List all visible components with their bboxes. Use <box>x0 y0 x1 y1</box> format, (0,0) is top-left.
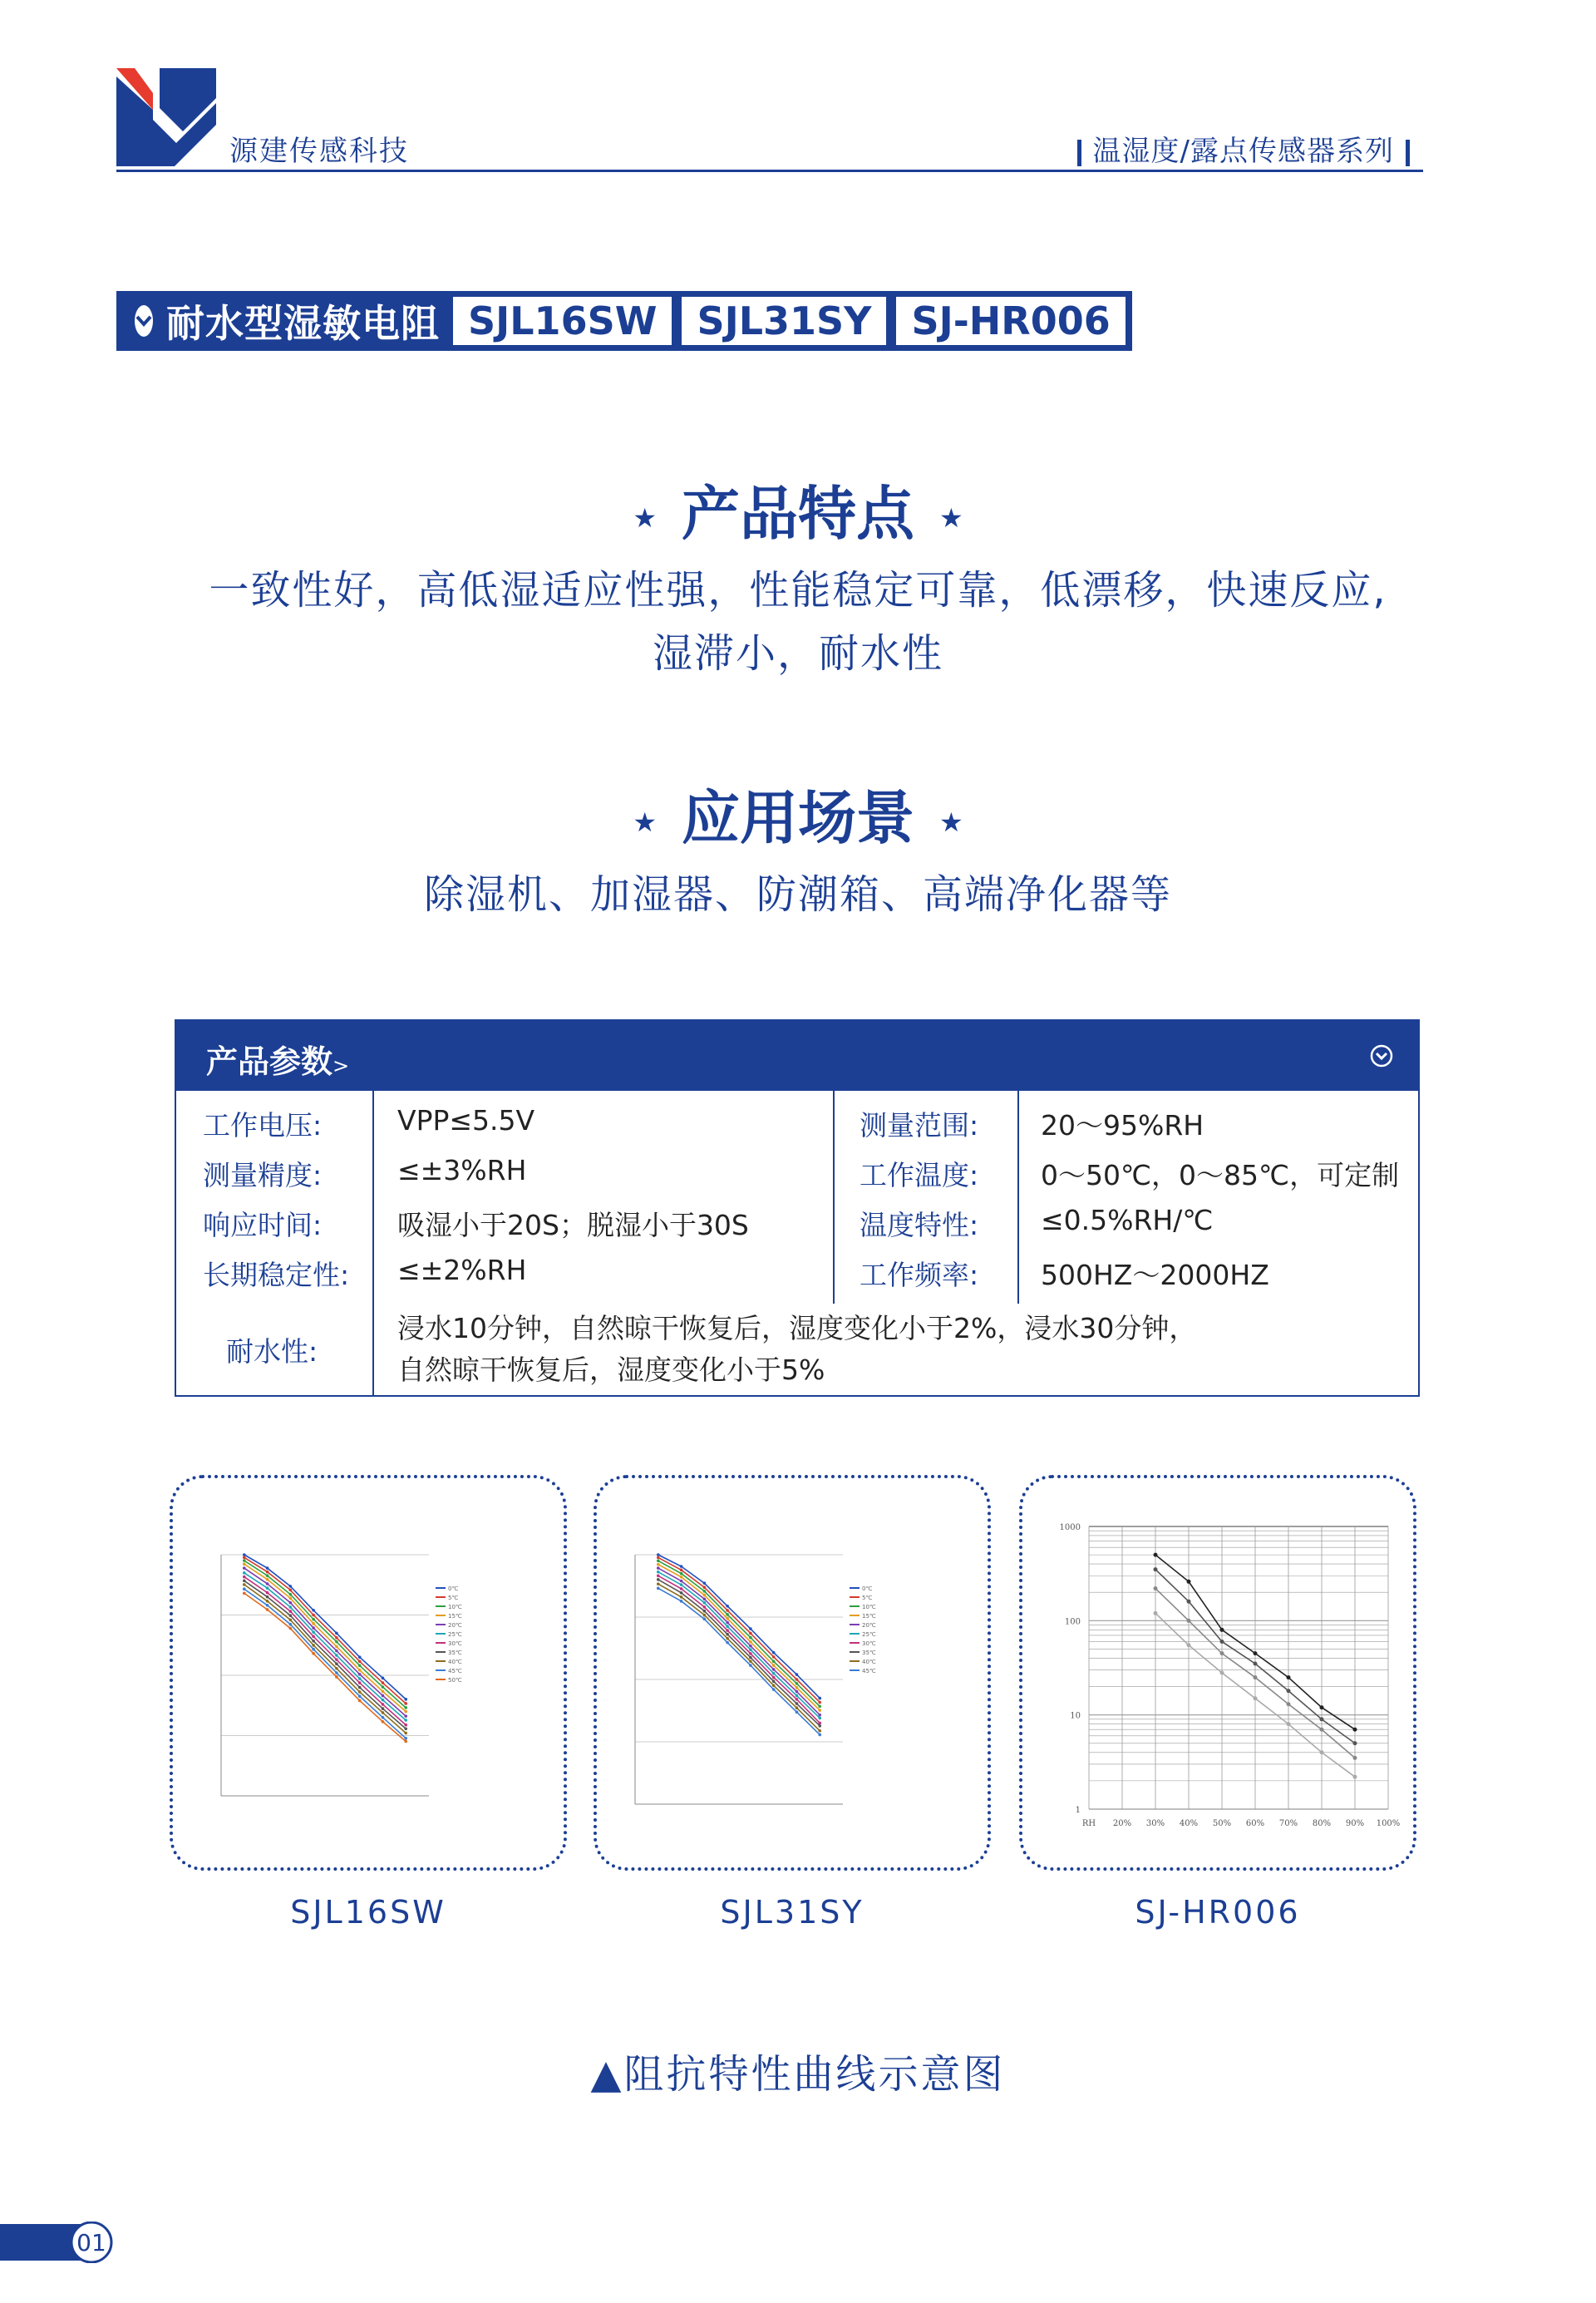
legend-label: 5℃ <box>862 1595 873 1601</box>
data-point <box>772 1651 776 1655</box>
data-point <box>335 1645 338 1649</box>
params-heading: 产品参数> <box>206 1043 350 1080</box>
data-point <box>749 1627 752 1630</box>
company-name: 源建传感科技 <box>229 135 409 168</box>
series-line <box>244 1568 406 1716</box>
chart-card-sjl31sy <box>594 1475 991 1871</box>
star-icon: ★ <box>939 806 963 838</box>
data-point <box>749 1652 752 1655</box>
data-point <box>796 1673 799 1676</box>
data-point <box>358 1694 362 1698</box>
data-point <box>703 1601 707 1605</box>
chart-sjl31sy <box>597 1478 988 1867</box>
data-point <box>726 1637 729 1640</box>
data-point <box>335 1650 338 1653</box>
legend-label: 20℃ <box>862 1622 876 1629</box>
data-point <box>1254 1696 1258 1700</box>
data-point <box>1187 1619 1191 1623</box>
data-point <box>657 1587 660 1590</box>
legend-label: 15℃ <box>448 1613 462 1620</box>
data-point <box>404 1732 407 1735</box>
data-point <box>312 1609 315 1612</box>
data-point <box>266 1591 269 1595</box>
data-point <box>358 1677 362 1680</box>
data-point <box>749 1632 752 1635</box>
series-line <box>244 1564 406 1711</box>
data-point <box>1154 1567 1158 1571</box>
data-point <box>1287 1689 1291 1693</box>
data-point <box>818 1729 821 1733</box>
data-point <box>358 1690 362 1694</box>
x-tick-label: 30% <box>1145 1819 1165 1828</box>
series-line <box>244 1577 406 1725</box>
data-point <box>266 1582 269 1585</box>
x-tick-label: 100% <box>1376 1819 1401 1828</box>
data-point <box>312 1618 315 1621</box>
star-icon: ★ <box>633 501 657 534</box>
data-point <box>243 1583 246 1586</box>
data-point <box>680 1583 683 1586</box>
data-point <box>358 1659 362 1663</box>
data-point <box>335 1640 338 1644</box>
data-point <box>657 1574 660 1577</box>
data-point <box>818 1714 821 1717</box>
data-point <box>772 1659 776 1663</box>
data-point <box>726 1617 729 1620</box>
data-point <box>289 1593 293 1596</box>
data-point <box>772 1680 776 1684</box>
data-point <box>703 1581 707 1585</box>
data-point <box>382 1677 385 1680</box>
series-line <box>244 1593 406 1741</box>
product-title-strip <box>116 291 1132 351</box>
legend-label: 35℃ <box>448 1650 462 1656</box>
data-point <box>404 1710 407 1714</box>
x-tick-label: 80% <box>1312 1819 1332 1828</box>
page-number-badge <box>0 2222 116 2263</box>
data-point <box>1353 1741 1357 1745</box>
params-table: 产品参数> 工作电压: VPP≤5.5V 测量范围: 20～95%RH 测量精度: ≤±3%RH 工作温度: 0～50℃，0～85℃，可定制 响应时间: 吸湿小于20S；脱湿小于30S 温度特性: ≤0.5%RH/℃ 长期稳定性: ≤±2%RH 工作频率: 500HZ～2000HZ 耐水性: 浸水10分钟，自然晾干恢复后，湿度变化小于2%，浸水30分钟， 自然晾干恢复后，湿度变化小于5% <box>175 1019 1420 1397</box>
data-point <box>796 1678 799 1681</box>
model-tag: SJ-HR006 <box>896 297 1125 345</box>
data-point <box>289 1623 293 1626</box>
chart-card-sjl16sw <box>170 1475 567 1871</box>
series-bar-right <box>1406 140 1410 166</box>
data-point <box>1287 1675 1291 1679</box>
data-point <box>266 1595 269 1599</box>
chart-sjl16sw <box>173 1478 564 1867</box>
product-category: 耐水型湿敏电阻 <box>166 301 440 346</box>
x-tick-label: 50% <box>1212 1819 1232 1828</box>
legend-label: 20℃ <box>448 1622 462 1629</box>
data-point <box>657 1556 660 1560</box>
data-point <box>749 1636 752 1640</box>
legend-label: 45℃ <box>448 1668 462 1674</box>
data-point <box>404 1706 407 1709</box>
data-point <box>703 1614 707 1617</box>
data-point <box>312 1648 315 1651</box>
table-divider <box>1017 1091 1019 1304</box>
data-point <box>796 1690 799 1694</box>
data-point <box>772 1676 776 1679</box>
data-point <box>796 1686 799 1689</box>
data-point <box>289 1614 293 1617</box>
data-point <box>772 1655 776 1659</box>
data-point <box>680 1600 683 1603</box>
legend-label: 40℃ <box>448 1659 462 1665</box>
data-point <box>243 1553 246 1556</box>
data-point <box>335 1667 338 1670</box>
data-point <box>243 1571 246 1575</box>
data-point <box>266 1604 269 1607</box>
legend-label: 30℃ <box>448 1640 462 1647</box>
data-point <box>382 1707 385 1710</box>
data-point <box>266 1608 269 1611</box>
data-point <box>1220 1651 1224 1655</box>
data-point <box>289 1627 293 1630</box>
features-heading <box>0 467 1596 551</box>
legend-label: 5℃ <box>448 1595 459 1601</box>
data-point <box>726 1621 729 1625</box>
data-point <box>796 1710 799 1714</box>
data-point <box>312 1644 315 1647</box>
data-point <box>680 1595 683 1599</box>
y-tick-label: 10 <box>1070 1711 1081 1721</box>
applications-heading <box>0 772 1596 856</box>
data-point <box>772 1664 776 1667</box>
legend-label: 10℃ <box>448 1604 462 1610</box>
data-point <box>726 1605 729 1608</box>
data-point <box>818 1705 821 1709</box>
legend-label: 0℃ <box>862 1585 873 1592</box>
y-tick-label: 1000 <box>1059 1523 1081 1532</box>
data-point <box>726 1613 729 1616</box>
data-point <box>243 1559 246 1562</box>
data-point <box>1287 1702 1291 1706</box>
data-point <box>289 1596 293 1600</box>
series-bar-left <box>1077 140 1081 166</box>
table-divider <box>833 1091 835 1304</box>
data-point <box>726 1633 729 1636</box>
data-point <box>382 1720 385 1724</box>
star-icon: ★ <box>939 501 963 534</box>
data-point <box>796 1706 799 1709</box>
data-point <box>312 1614 315 1617</box>
data-point <box>1353 1775 1357 1779</box>
data-point <box>818 1701 821 1704</box>
data-point <box>312 1622 315 1625</box>
data-point <box>1154 1611 1158 1615</box>
data-point <box>749 1645 752 1648</box>
data-point <box>1254 1651 1258 1655</box>
series-label: 温湿度/露点传感器系列 <box>1092 135 1394 168</box>
model-tag: SJL16SW <box>453 297 672 345</box>
data-point <box>1353 1756 1357 1760</box>
header-rule <box>116 170 1423 172</box>
data-point <box>382 1711 385 1714</box>
data-point <box>358 1673 362 1676</box>
data-point <box>266 1571 269 1574</box>
data-point <box>1287 1722 1291 1726</box>
legend-label: 45℃ <box>862 1668 876 1674</box>
chart-caption: SJ-HR006 <box>1135 1894 1301 1931</box>
y-tick-label: 1 <box>1075 1806 1081 1815</box>
data-point <box>818 1697 821 1700</box>
data-point <box>358 1669 362 1672</box>
data-point <box>243 1566 246 1570</box>
data-point <box>404 1724 407 1727</box>
data-point <box>404 1702 407 1705</box>
chart-caption: SJL31SY <box>720 1894 864 1931</box>
x-tick-label: 40% <box>1179 1819 1199 1828</box>
company-logo <box>116 68 216 166</box>
data-point <box>1353 1728 1357 1732</box>
data-point <box>312 1630 315 1634</box>
legend-label: 25℃ <box>862 1631 876 1638</box>
data-point <box>289 1589 293 1592</box>
data-point <box>289 1601 293 1605</box>
data-point <box>818 1733 821 1737</box>
data-point <box>289 1619 293 1622</box>
chevron-down-icon <box>135 305 153 337</box>
data-point <box>680 1572 683 1576</box>
data-point <box>358 1686 362 1689</box>
data-point <box>657 1563 660 1566</box>
features-heading-text: 产品特点 <box>682 480 914 548</box>
data-point <box>1187 1643 1191 1647</box>
data-point <box>266 1600 269 1603</box>
data-point <box>1220 1628 1224 1632</box>
data-point <box>657 1559 660 1562</box>
data-point <box>1220 1670 1224 1674</box>
data-point <box>404 1698 407 1701</box>
data-point <box>335 1658 338 1661</box>
data-point <box>772 1668 776 1671</box>
data-point <box>382 1681 385 1684</box>
data-point <box>680 1587 683 1590</box>
data-point <box>289 1585 293 1588</box>
data-point <box>680 1569 683 1572</box>
data-point <box>1254 1675 1258 1679</box>
legend-label: 10℃ <box>862 1604 876 1610</box>
legend-label: 50℃ <box>448 1677 462 1684</box>
series-line <box>244 1581 406 1728</box>
data-point <box>312 1635 315 1639</box>
x-tick-label: 90% <box>1345 1819 1365 1828</box>
features-text <box>0 559 1596 685</box>
data-point <box>382 1694 385 1698</box>
data-point <box>772 1672 776 1675</box>
legend-label: 25℃ <box>448 1631 462 1638</box>
data-point <box>335 1675 338 1679</box>
data-point <box>749 1648 752 1651</box>
x-tick-label: RH <box>1081 1819 1096 1828</box>
data-point <box>289 1610 293 1613</box>
data-point <box>726 1629 729 1632</box>
data-point <box>657 1566 660 1570</box>
data-point <box>749 1656 752 1659</box>
data-point <box>382 1690 385 1694</box>
features-line: 一致性好，高低湿适应性强，性能稳定可靠，低漂移，快速反应, <box>209 567 1387 614</box>
data-point <box>1187 1580 1191 1584</box>
y-tick-label: 100 <box>1064 1617 1081 1627</box>
data-point <box>335 1632 338 1635</box>
page-number: 01 <box>76 2229 106 2256</box>
data-point <box>243 1562 246 1566</box>
series-title <box>1066 128 1421 169</box>
data-point <box>404 1727 407 1730</box>
features-line: 湿滞小，耐水性 <box>652 630 943 677</box>
data-point <box>749 1659 752 1663</box>
data-point <box>680 1576 683 1579</box>
data-point <box>703 1597 707 1600</box>
data-point <box>289 1605 293 1609</box>
data-point <box>703 1618 707 1621</box>
data-point <box>243 1556 246 1560</box>
data-point <box>749 1640 752 1644</box>
data-point <box>335 1671 338 1674</box>
data-point <box>1320 1728 1324 1732</box>
data-point <box>703 1585 707 1589</box>
data-point <box>796 1682 799 1685</box>
data-point <box>243 1587 246 1590</box>
applications-text: 除湿机、加湿器、防潮箱、高端净化器等 <box>423 871 1172 918</box>
x-tick-label: 20% <box>1112 1819 1132 1828</box>
model-tag: SJL31SY <box>682 297 886 345</box>
data-point <box>680 1591 683 1595</box>
chevron-circle-icon <box>1370 1044 1393 1068</box>
data-point <box>1220 1640 1224 1644</box>
chart-caption: SJL16SW <box>290 1894 446 1931</box>
data-point <box>382 1703 385 1706</box>
data-point <box>312 1652 315 1655</box>
data-point <box>657 1571 660 1574</box>
data-point <box>1187 1600 1191 1604</box>
data-point <box>703 1590 707 1593</box>
data-point <box>818 1724 821 1728</box>
data-point <box>243 1576 246 1579</box>
data-point <box>266 1578 269 1581</box>
data-point <box>266 1566 269 1570</box>
data-point <box>703 1610 707 1613</box>
data-point <box>703 1605 707 1609</box>
table-divider <box>372 1091 374 1395</box>
data-point <box>657 1578 660 1581</box>
data-point <box>680 1580 683 1583</box>
x-tick-label: 70% <box>1278 1819 1298 1828</box>
data-point <box>703 1594 707 1597</box>
params-table-header <box>176 1021 1418 1091</box>
data-point <box>243 1580 246 1583</box>
data-point <box>1320 1717 1324 1721</box>
chart-card-sj-hr006 <box>1019 1475 1416 1871</box>
data-point <box>404 1714 407 1718</box>
data-point <box>772 1688 776 1691</box>
data-point <box>1254 1662 1258 1666</box>
data-point <box>818 1717 821 1720</box>
data-point <box>404 1740 407 1743</box>
legend-label: 40℃ <box>862 1659 876 1665</box>
data-point <box>335 1662 338 1665</box>
data-point <box>1154 1553 1158 1557</box>
series-line <box>244 1573 406 1720</box>
data-point <box>358 1664 362 1668</box>
data-point <box>404 1719 407 1722</box>
data-point <box>358 1699 362 1703</box>
data-point <box>726 1625 729 1628</box>
data-point <box>796 1702 799 1705</box>
data-point <box>335 1636 338 1640</box>
figure-caption: ▲阻抗特性曲线示意图 <box>590 2051 1006 2098</box>
data-point <box>818 1709 821 1712</box>
data-point <box>382 1685 385 1689</box>
data-point <box>657 1553 660 1556</box>
data-point <box>726 1609 729 1612</box>
data-point <box>796 1698 799 1701</box>
data-point <box>243 1591 246 1595</box>
data-point <box>358 1655 362 1659</box>
data-point <box>312 1640 315 1643</box>
data-point <box>382 1716 385 1719</box>
data-point <box>382 1699 385 1702</box>
legend-label: 15℃ <box>862 1613 876 1620</box>
legend-label: 30℃ <box>862 1640 876 1647</box>
legend-label: 35℃ <box>862 1650 876 1656</box>
data-point <box>680 1565 683 1568</box>
data-point <box>335 1654 338 1657</box>
data-point <box>266 1586 269 1590</box>
data-point <box>726 1641 729 1645</box>
data-point <box>772 1684 776 1687</box>
data-point <box>266 1574 269 1577</box>
data-point <box>358 1681 362 1684</box>
applications-heading-text: 应用场景 <box>682 784 914 852</box>
x-tick-label: 60% <box>1245 1819 1265 1828</box>
data-point <box>657 1582 660 1585</box>
chart-sj-hr006 <box>1022 1478 1413 1867</box>
data-point <box>749 1664 752 1667</box>
data-point <box>796 1694 799 1698</box>
data-point <box>1320 1705 1324 1709</box>
data-point <box>1320 1750 1324 1754</box>
data-point <box>1154 1586 1158 1590</box>
star-icon: ★ <box>633 806 657 838</box>
data-point <box>312 1626 315 1630</box>
series-line <box>244 1589 406 1738</box>
data-point <box>404 1737 407 1740</box>
legend-label: 0℃ <box>448 1585 459 1592</box>
